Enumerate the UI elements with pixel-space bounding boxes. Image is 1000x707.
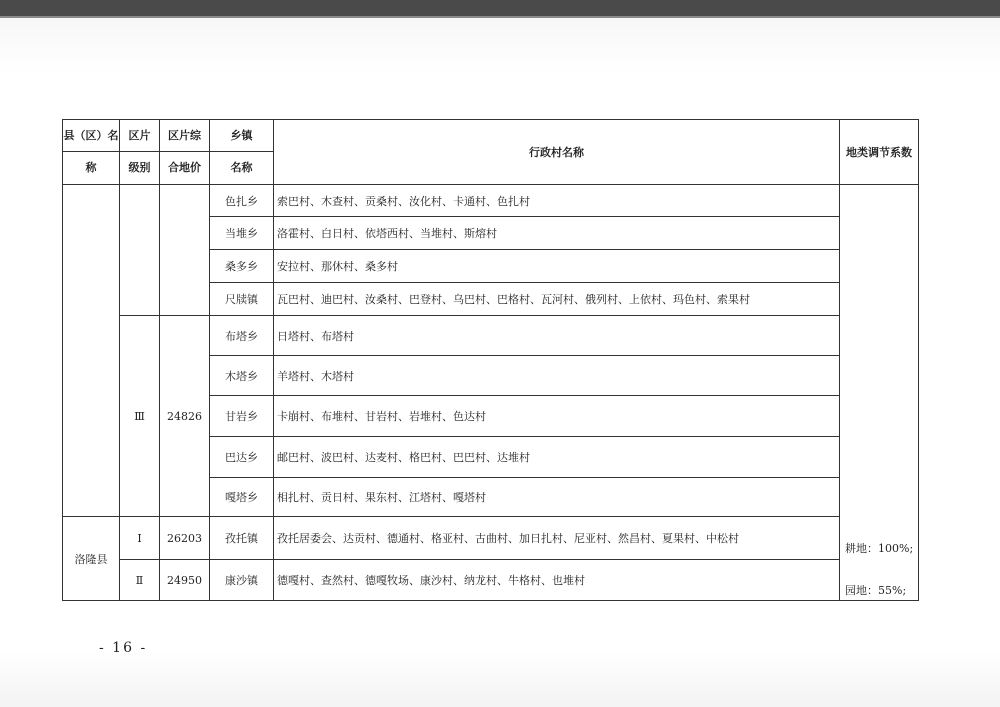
villages-cell: 邮巴村、波巴村、达麦村、格巴村、巴巴村、达堆村	[274, 437, 840, 478]
county-cell	[63, 185, 120, 517]
villages-cell: 德嘎村、查然村、德嘎牧场、康沙村、纳龙村、牛格村、也堆村	[274, 560, 840, 601]
villages-cell: 孜托居委会、达贡村、德通村、格亚村、古曲村、加日扎村、尼亚村、然昌村、夏果村、中松村	[274, 517, 840, 560]
coefficient-block	[843, 540, 919, 598]
header-county: 县（区）名	[63, 120, 120, 152]
town-cell: 巴达乡	[210, 437, 274, 478]
villages-cell: 洛霍村、白日村、依塔西村、当堆村、斯熔村	[274, 217, 840, 250]
level-cell: Ⅱ	[120, 560, 160, 601]
price-cell: 24950	[160, 560, 210, 601]
villages-cell: 瓦巴村、迪巴村、汝桑村、巴登村、乌巴村、巴格村、瓦河村、俄列村、上依村、玛色村、索果村	[274, 283, 840, 316]
header-level-line2: 级别	[120, 152, 160, 185]
town-cell: 木塔乡	[210, 356, 274, 396]
header-villages: 行政村名称	[274, 120, 840, 185]
town-cell: 康沙镇	[210, 560, 274, 601]
villages-cell: 相扎村、贡日村、果东村、江塔村、嘎塔村	[274, 478, 840, 517]
coefficient-cell-empty	[840, 185, 919, 601]
town-cell: 甘岩乡	[210, 396, 274, 437]
page-number: - 16 -	[99, 640, 148, 656]
coefficient-farmland: 耕地：100%;	[845, 542, 914, 555]
level-cell	[120, 185, 160, 316]
coefficient-orchard: 园地：55%;	[845, 584, 907, 597]
villages-cell: 安拉村、那休村、桑多村	[274, 250, 840, 283]
town-cell: 桑多乡	[210, 250, 274, 283]
header-level: 区片	[120, 120, 160, 152]
scan-top-border	[0, 0, 1000, 18]
town-cell: 当堆乡	[210, 217, 274, 250]
header-coefficient: 地类调节系数	[840, 120, 919, 185]
level-cell: Ⅲ	[120, 316, 160, 517]
table-row	[63, 185, 919, 217]
header-town: 乡镇	[210, 120, 274, 152]
land-price-table	[62, 119, 919, 601]
table-row	[63, 560, 919, 601]
villages-cell: 日塔村、布塔村	[274, 316, 840, 356]
price-cell: 24826	[160, 316, 210, 517]
table-row	[63, 316, 919, 356]
town-cell: 尺牍镇	[210, 283, 274, 316]
town-cell: 色扎乡	[210, 185, 274, 217]
table-row	[63, 517, 919, 560]
town-cell: 嘎塔乡	[210, 478, 274, 517]
header-town-line2: 名称	[210, 152, 274, 185]
town-cell: 布塔乡	[210, 316, 274, 356]
villages-cell: 羊塔村、木塔村	[274, 356, 840, 396]
villages-cell: 卡崩村、布堆村、甘岩村、岩堆村、色达村	[274, 396, 840, 437]
price-cell: 26203	[160, 517, 210, 560]
villages-cell: 索巴村、木查村、贡桑村、汝化村、卡通村、色扎村	[274, 185, 840, 217]
price-cell	[160, 185, 210, 316]
header-county-line2: 称	[63, 152, 120, 185]
header-price-line2: 合地价	[160, 152, 210, 185]
header-price: 区片综	[160, 120, 210, 152]
county-cell: 洛隆县	[63, 517, 120, 601]
level-cell: Ⅰ	[120, 517, 160, 560]
town-cell: 孜托镇	[210, 517, 274, 560]
